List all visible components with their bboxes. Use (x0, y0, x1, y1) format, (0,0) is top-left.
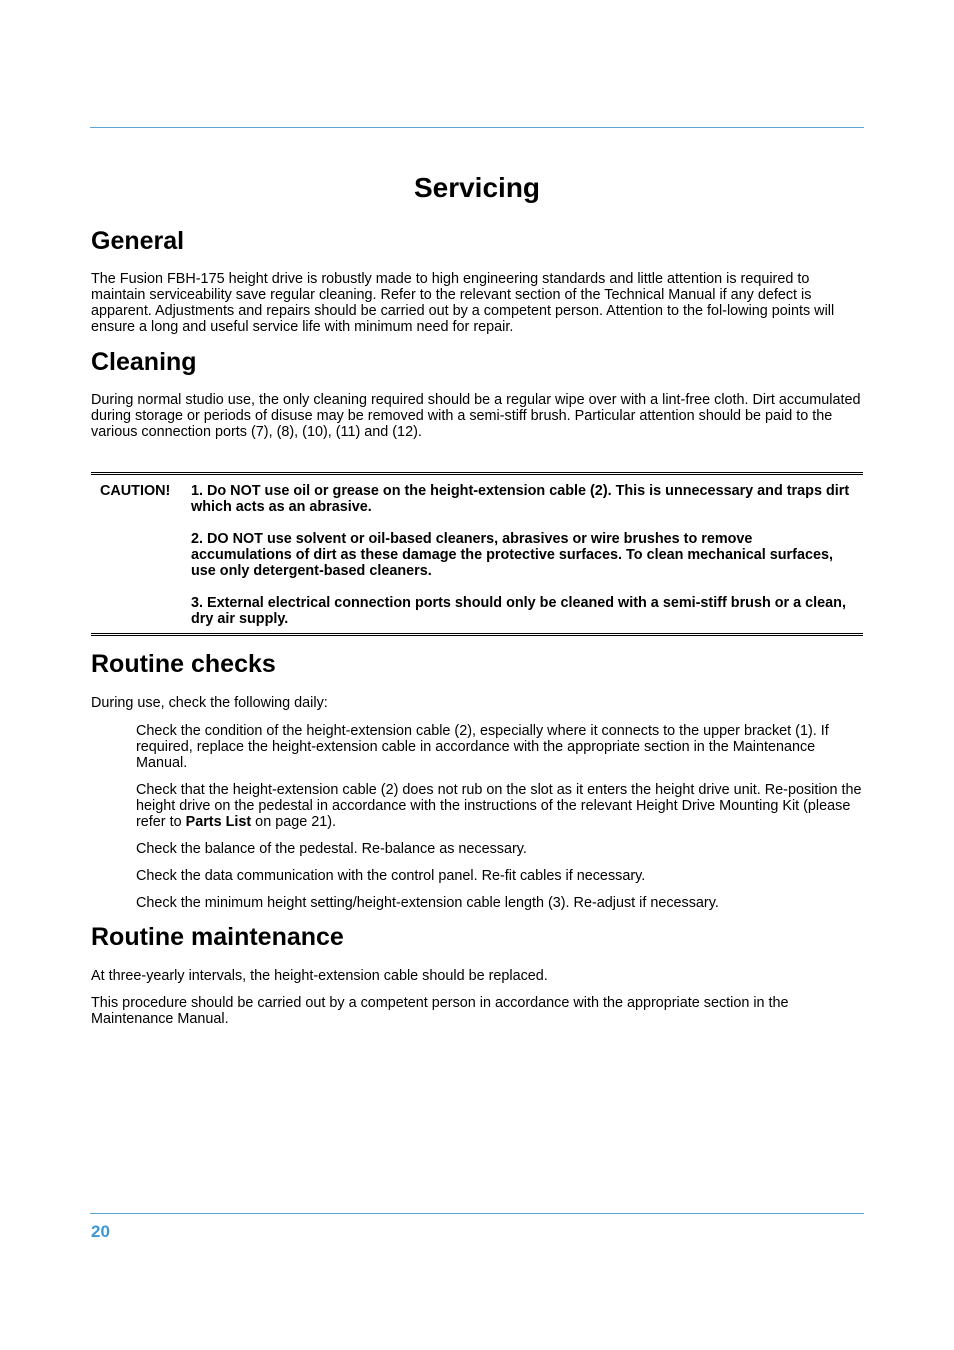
caution-item: 2. DO NOT use solvent or oil-based cleaners, abrasives or wire brushes to remove accumulations of dirt as these damage the protective surfaces. To clean mechanical surfaces, use only detergent-based cleaners. (191, 531, 833, 579)
maintenance-paragraph: This procedure should be carried out by a competent person in accordance with the appropriate section in the Maintenance Manual. (91, 995, 789, 1027)
routine-checks-intro: During use, check the following daily: (91, 695, 328, 711)
section-routine-maintenance (91, 922, 864, 1027)
check-item: Check the minimum height setting/height-extension cable length (3). Re-adjust if necessary. (136, 895, 719, 911)
page-content (91, 226, 864, 1038)
check-item-text: Check that the height-extension cable (2) does not rub on the slot as it enters the height drive unit. Re-position the height drive on the pedestal in accordance with the instructions of the relevant Height Drive Mounting Kit (please refer to (136, 782, 862, 830)
caution-list (191, 483, 863, 627)
section-heading-cleaning: Cleaning (91, 348, 197, 376)
cleaning-paragraph: During normal studio use, the only cleaning required should be a regular wipe over with a lint-free cloth. Dirt accumulated during storage or periods of disuse may be removed with a semi-stiff brush. Particular attention should be paid to the various connection ports (7), (8), (10), (11) and (12). (91, 392, 861, 440)
maintenance-paragraph: At three-yearly intervals, the height-extension cable should be replaced. (91, 968, 548, 984)
section-routine-checks (91, 649, 864, 911)
page-title: Servicing (413, 172, 541, 203)
section-heading-routine-maintenance: Routine maintenance (91, 923, 344, 951)
caution-item: 3. External electrical connection ports should only be cleaned with a semi-stiff brush or a clean, dry air supply. (191, 595, 846, 627)
check-item: Check the balance of the pedestal. Re-balance as necessary. (136, 841, 527, 857)
parts-list-reference: Parts List (185, 814, 252, 830)
check-item-text: on page 21). (251, 814, 336, 830)
caution-item: 1. Do NOT use oil or grease on the height-extension cable (2). This is unnecessary and traps dirt which acts as an abrasive. (191, 483, 850, 515)
section-cleaning (91, 347, 864, 440)
footer-rule (90, 1213, 864, 1214)
page-number: 20 (91, 1222, 110, 1241)
caution-box (91, 472, 863, 636)
section-heading-routine-checks: Routine checks (91, 650, 276, 678)
check-item: Check the condition of the height-extension cable (2), especially where it connects to the upper bracket (1). If required, replace the height-extension cable in accordance with the appropriate section in the Maintenance Manual. (136, 723, 829, 771)
header-rule (90, 127, 864, 128)
check-item (136, 782, 864, 830)
general-paragraph: The Fusion FBH-175 height drive is robustly made to high engineering standards and little attention is required to maintain serviceability save regular cleaning. Refer to the relevant section of the Technical Manual if any defect is apparent. Adjustments and repairs should be carried out by a competent person. Attention to the fol-lowing points will ensure a long and useful service life with minimum need for repair. (91, 271, 835, 335)
caution-label: CAUTION! (100, 483, 171, 499)
check-item: Check the data communication with the control panel. Re-fit cables if necessary. (136, 868, 646, 884)
checks-list (91, 723, 864, 911)
section-heading-general: General (91, 227, 185, 255)
section-general (91, 226, 864, 335)
